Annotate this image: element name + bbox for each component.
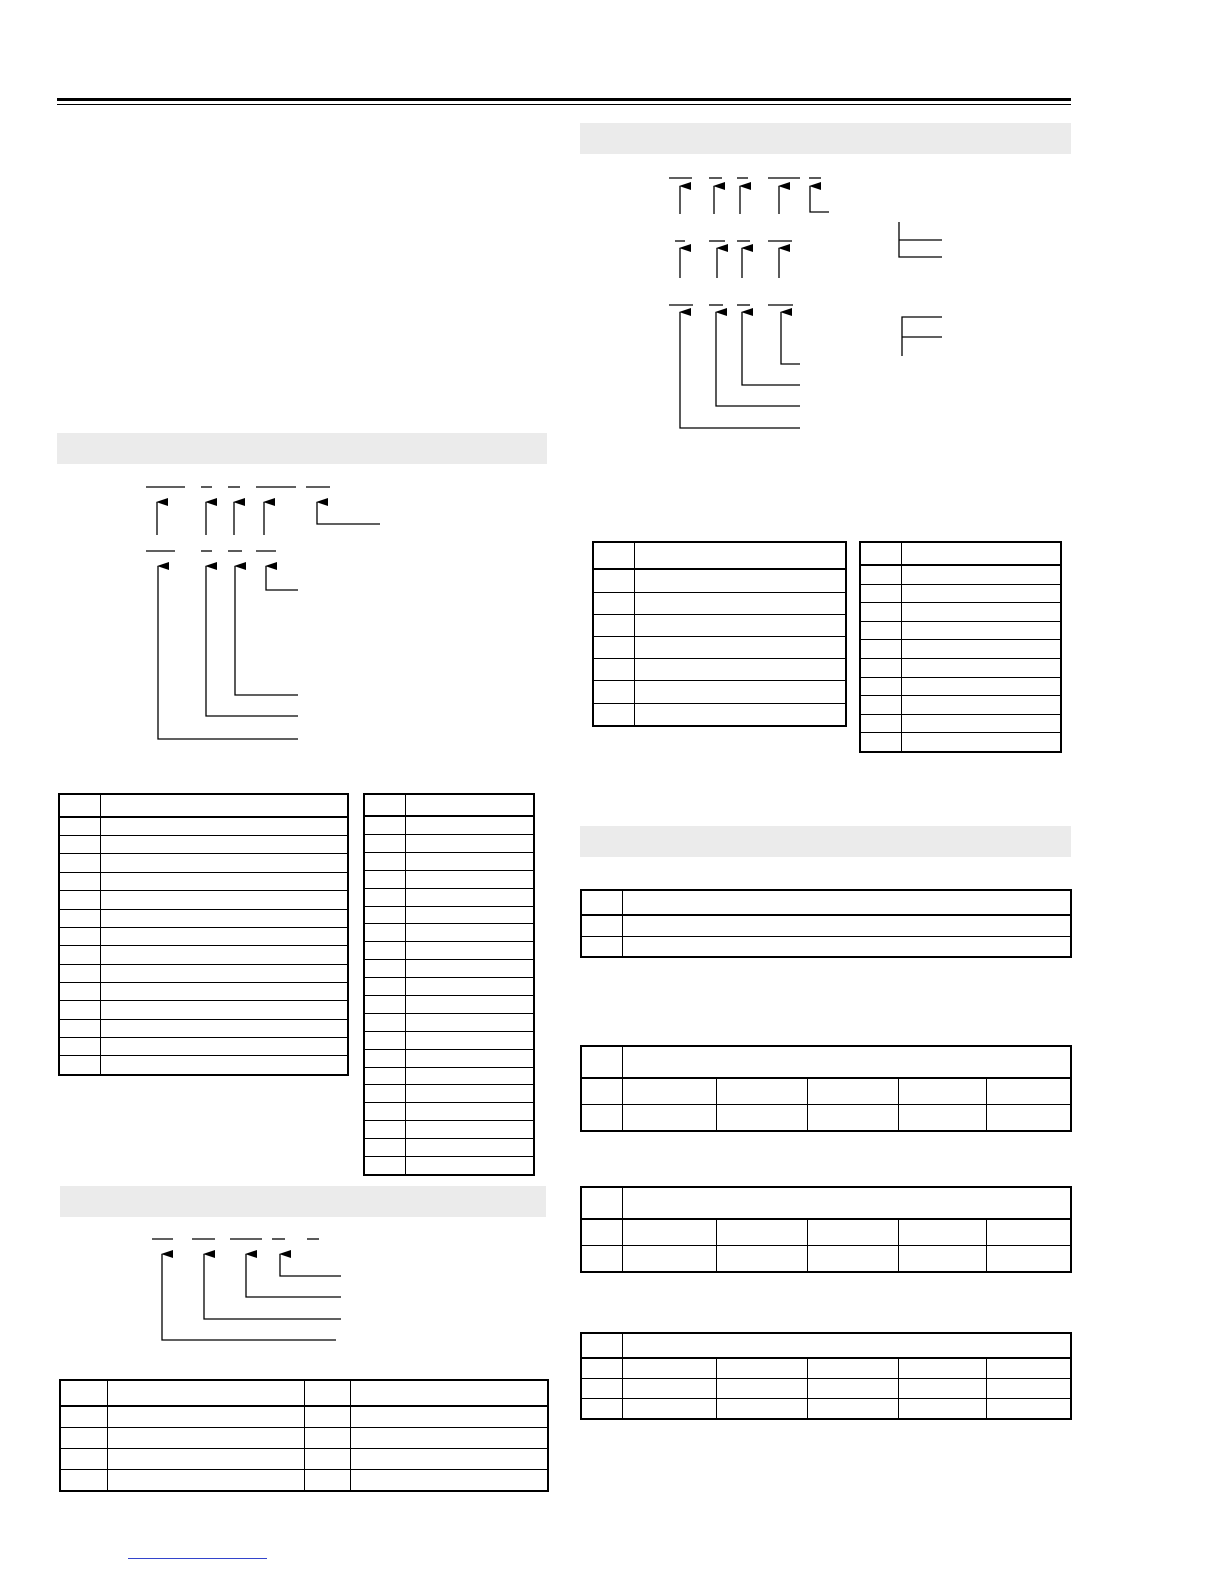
right-status-table <box>580 889 1072 958</box>
right-small-table-3 <box>580 1332 1072 1420</box>
left-bottom-table <box>59 1379 549 1492</box>
right-value-table <box>859 541 1062 753</box>
right-small-table-1 <box>580 1045 1072 1132</box>
right-code-table <box>592 541 847 727</box>
footer-link[interactable] <box>128 1557 267 1559</box>
left-code-table <box>58 793 349 1076</box>
right-small-table-2 <box>580 1186 1072 1273</box>
left-value-table <box>363 793 535 1176</box>
